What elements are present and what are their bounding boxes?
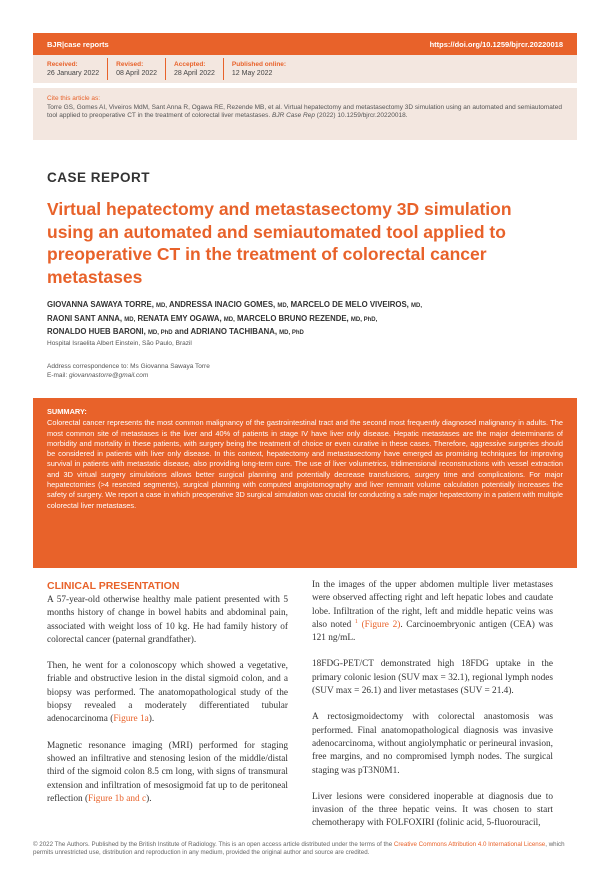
date-value: 26 January 2022 xyxy=(47,69,100,77)
correspondence-line: Address correspondence to: Ms Giovanna Sawaya Torre xyxy=(47,363,210,370)
date-published xyxy=(232,58,294,80)
date-received xyxy=(47,58,108,80)
summary-text: Colorectal cancer represents the most common malignancy of the gastrointestinal tract and the second most frequently diagnosed malignancy in adults. The most common site of metastases is the liver and 40% of patients in stage IV have liver only disease. Hepatic metastases are the major determinants of morbidity and mortality in these patients, with surgery being the treatment of choice or even curative in these cases. Therefore, aggressive surgeries should be considered in patients with liver only disease. In this context, hepatectomy and metastasectomy have emerged as promising techniques for improving survival in patients with metastatic disease, also providing long-term cure. The use of liver volumetrics, tridimensional reconstructions with vessel extraction and 3D virtual surgery simulations allows better surgical planning and potentially decrease transfusions, surgery time and complications. For major hepatectomies (>4 resected segments), surgical planning with computed angiotomography and liver remnant volume calculation potentially increases the safety of surgery. We report a case in which preoperative 3D surgical simulation was crucial for conducting a safe major hepatectomy in a patient with multiple colorectal liver metastases. xyxy=(47,418,563,510)
date-revised xyxy=(116,58,166,80)
email-line xyxy=(47,371,210,380)
license-link[interactable]: Creative Commons Attribution 4.0 International License xyxy=(393,841,546,848)
date-label: Received: xyxy=(47,60,78,68)
paragraph: A 57-year-old otherwise healthy male patient presented with 5 months history of change in bowel habits and abdominal pain, associated with weight loss of 10 kg. He had family history of colorectal cancer (paternal grandfather). xyxy=(47,595,288,645)
citation-text xyxy=(47,104,563,121)
footer-text: © 2022 The Authors. Published by the British Institute of Radiology. This is an open access article distributed under the terms of the xyxy=(33,841,393,848)
figure-link[interactable]: Figure 1a xyxy=(113,714,149,725)
date-label: Revised: xyxy=(116,60,144,68)
author: RAONI SANT ANNA, MD, xyxy=(47,313,136,323)
journal-header-bar xyxy=(33,33,577,55)
date-label: Published online: xyxy=(231,60,287,68)
email-link[interactable]: giovannastorre@gmail.com xyxy=(69,372,149,379)
citation-box xyxy=(33,88,577,140)
body-column-right xyxy=(312,579,553,844)
summary-box xyxy=(33,398,577,568)
author: RONALDO HUEB BARONI, MD, PhD and xyxy=(47,327,191,337)
date-value: 08 April 2022 xyxy=(116,69,158,77)
figure-link[interactable]: Figure 1b and c xyxy=(88,793,147,804)
doi-link[interactable]: https://doi.org/10.1259/bjrcr.20220018 xyxy=(429,39,563,49)
figure-link[interactable]: (Figure 2) xyxy=(361,619,401,630)
paragraph: Liver lesions were considered inoperable at diagnosis due to invasion of the three hepatic veins. It was chosen to start chemotherapy with FOLFOXIRI (folinic acid, 5-fluorouracil, xyxy=(312,791,553,829)
author: GIOVANNA SAWAYA TORRE, MD, xyxy=(47,300,168,309)
affiliation: Hospital Israelita Albert Einstein, São Paulo, Brazil xyxy=(47,340,192,347)
date-value: 12 May 2022 xyxy=(231,69,273,77)
email-label: E-mail: xyxy=(47,372,68,379)
article-dates xyxy=(33,55,577,83)
journal-name: BJR|case reports xyxy=(47,39,109,49)
reference-link[interactable]: 1 xyxy=(354,618,358,625)
summary-heading: SUMMARY: xyxy=(47,407,87,416)
article-title: Virtual hepatectomy and metastasectomy 3D simulation using an automated and semiautomated tool applied to preoperative CT in the treatment of colorectal cancer metastases xyxy=(47,199,512,287)
footer-text: , which permits unrestricted use, distribution and reproduction in any medium, provided the original author and source are credited. xyxy=(33,841,565,857)
author: MARCELO BRUNO REZENDE, MD, PhD, xyxy=(236,313,378,323)
paragraph: 18FDG-PET/CT demonstrated high 18FDG uptake in the primary colonic lesion (SUV max = 32.1), regional lymph nodes (SUV max = 26.1) and liver metastases (SUV = 21.4). xyxy=(312,659,553,697)
paragraph: In the images of the upper abdomen multiple liver metastases were observed affecting right and left hepatic lobes and caudate lobe. Infiltration of the right, left and middle hepatic veins was also noted $^1$ (Figure 2). Carcinoembryonic antigen (CEA) was 121 ng/mL. xyxy=(312,580,554,644)
author: RENATA EMY OGAWA, MD, xyxy=(137,313,235,323)
author: ANDRESSA INACIO GOMES, MD, xyxy=(168,300,289,309)
author: MARCELO DE MELO VIVEIROS, MD, xyxy=(290,300,422,309)
date-value: 28 April 2022 xyxy=(174,69,215,77)
citation-label: Cite this article as: xyxy=(47,95,101,102)
body-column-left xyxy=(47,579,288,819)
paragraph: Then, he went for a colonoscopy which showed a vegetative, friable and obstructive lesion in the distal sigmoid colon, and a biopsy was performed. The anatomopathological study of the biopsy revealed a moderately differentiated tubular adenocarcinoma (Figure 1a). xyxy=(47,661,288,725)
citation-body: Torre GS, Gomes AI, Viveiros MdM, Sant Anna R, Ogawa RE, Rezende MB, et al. Virtual hepatectomy and metastasectomy 3D simulation using an automated and semiautomated tool applied to preoperative CT in the treatment of colorectal liver metastases. xyxy=(47,103,562,120)
article-type: CASE REPORT xyxy=(47,170,151,185)
citation-journal: BJR Case Rep xyxy=(271,112,315,120)
section-heading: CLINICAL PRESENTATION xyxy=(47,580,180,592)
paragraph: Magnetic resonance imaging (MRI) performed for staging showed an infiltrative and stenosing lesion of the middle/distal third of the sigmoid colon 8.5 cm long, with signs of transmural extension and infiltration of mesosigmoid fat up to de peritoneal reflection (Figure 1b and c). xyxy=(47,740,288,804)
correspondence-address xyxy=(47,362,210,380)
author-list xyxy=(47,299,527,340)
author: ADRIANO TACHIBANA, MD, PhD xyxy=(190,327,304,337)
copyright-footer xyxy=(33,841,581,857)
date-accepted xyxy=(174,58,224,80)
date-label: Accepted: xyxy=(174,60,206,68)
paragraph: A rectosigmoidectomy with colorectal anastomosis was performed. Final anatomopathological diagnosis was invasive adenocarcinoma, without angiolymphatic or perineural invasion, free margins, and no compromised lymph nodes. The surgical staging was pT3N0M1. xyxy=(312,712,553,776)
citation-suffix: (2022) 10.1259/bjrcr.20220018. xyxy=(316,112,408,120)
